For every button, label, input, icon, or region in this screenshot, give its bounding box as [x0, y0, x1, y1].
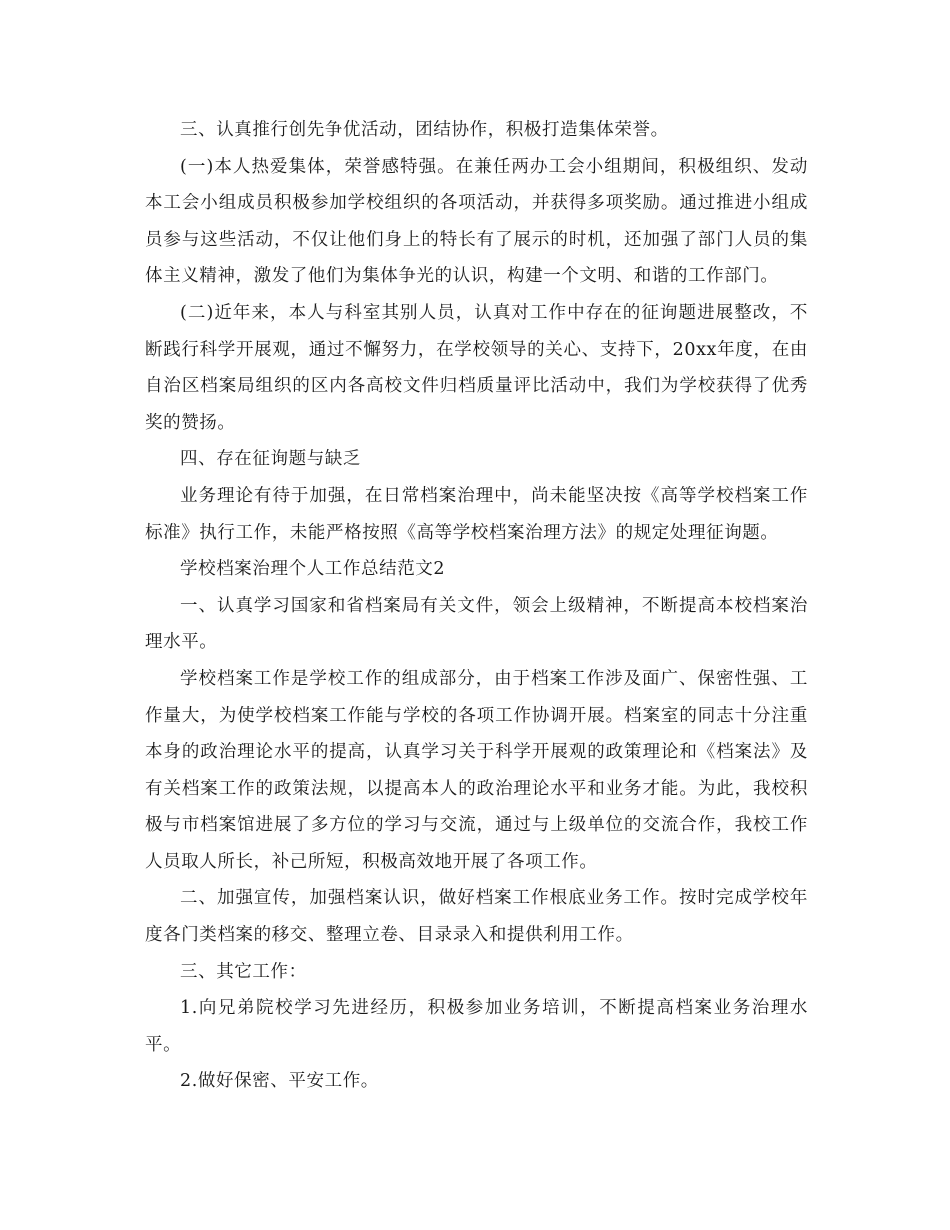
paragraph: 四、存在征询题与缺乏 — [180, 449, 361, 470]
paragraph: (二)近年来，本人与科室其别人员，认真对工作中存在的征询题进展整改，不断践行科学开展观，通过不懈努力，在学校领导的关心、支持下，20xx年度，在由自治区档案局组织的区内各高校文件归档质量评比活动中，我们为学校获得了优秀奖的赞扬。 — [145, 302, 808, 433]
paragraph: (一)本人热爱集体，荣誉感特强。在兼任两办工会小组期间，积极组织、发动本工会小组成员积极参加学校组织的各项活动，并获得多项奖励。通过推进小组成员参与这些活动，不仅让他们身上的特长有了展示的时机，还加强了部门人员的集体主义精神，激发了他们为集体争光的认识，构建一个文明、和谐的工作部门。 — [145, 156, 808, 287]
paragraph: 三、其它工作： — [180, 961, 307, 982]
paragraph: 业务理论有待于加强，在日常档案治理中，尚未能坚决按《高等学校档案工作标准》执行工作，未能严格按照《高等学校档案治理方法》的规定处理征询题。 — [145, 485, 808, 543]
section-title: 学校档案治理个人工作总结范文2 — [180, 559, 446, 580]
paragraph: 一、认真学习国家和省档案局有关文件，领会上级精神，不断提高本校档案治理水平。 — [145, 595, 808, 653]
paragraph: 学校档案工作是学校工作的组成部分，由于档案工作涉及面广、保密性强、工作量大，为使学校档案工作能与学校的各项工作协调开展。档案室的同志十分注重本身的政治理论水平的提高，认真学习关于科学开展观的政策理论和《档案法》及有关档案工作的政策法规，以提高本人的政治理论水平和业务才能。为此，我校积极与市档案馆进展了多方位的学习与交流，通过与上级单位的交流合作，我校工作人员取人所长，补己所短，积极高效地开展了各项工作。 — [145, 668, 808, 872]
document-body — [145, 112, 808, 1100]
paragraph: 2.做好保密、平安工作。 — [180, 1071, 379, 1092]
paragraph: 二、加强宣传，加强档案认识，做好档案工作根底业务工作。按时完成学校年度各门类档案的移交、整理立卷、目录录入和提供利用工作。 — [145, 888, 808, 946]
paragraph: 1.向兄弟院校学习先进经历，积极参加业务培训，不断提高档案业务治理水平。 — [145, 998, 808, 1055]
paragraph: 三、认真推行创先争优活动，团结协作，积极打造集体荣誉。 — [180, 120, 669, 140]
